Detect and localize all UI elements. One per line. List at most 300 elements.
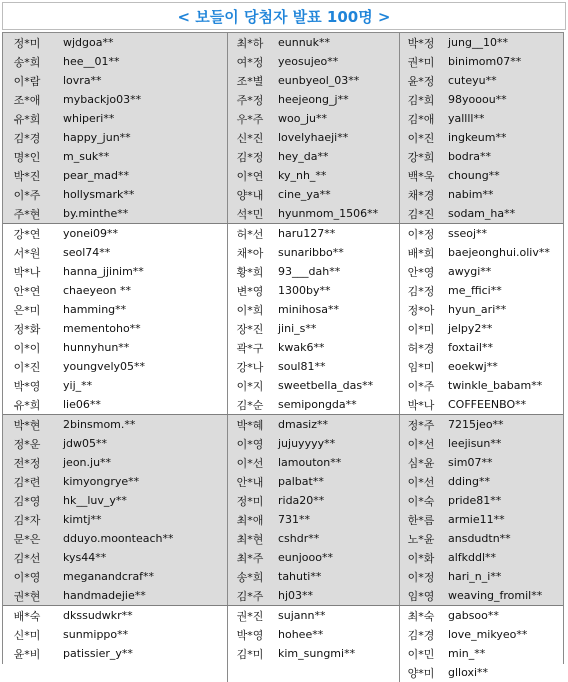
winner-id: love_mikyeo** <box>448 628 528 641</box>
winner-entry <box>400 109 563 128</box>
winner-name: 권*진 <box>236 609 264 623</box>
winner-entry <box>400 415 563 434</box>
winner-name: 허*선 <box>236 227 264 241</box>
winner-id: ansdudtn** <box>448 532 511 545</box>
winner-entry <box>400 281 563 300</box>
winner-id: hk__luv_y** <box>63 494 127 507</box>
winner-name: 유*희 <box>13 112 41 126</box>
winner-entry <box>228 395 400 414</box>
winner-id: kimtj** <box>63 513 102 526</box>
winner-entry <box>3 224 228 243</box>
table-row <box>3 644 563 663</box>
winner-name: 김*정 <box>407 284 435 298</box>
table-row <box>3 376 563 395</box>
winner-name: 박*정 <box>407 36 435 50</box>
winner-id: sunmippo** <box>63 628 129 641</box>
winner-name: 박*나 <box>13 265 41 279</box>
winner-name: 최*숙 <box>407 609 435 623</box>
winner-name: 박*영 <box>236 628 264 642</box>
winner-id: wjdgoa** <box>63 36 114 49</box>
winner-id: kimyongrye** <box>63 475 140 488</box>
winner-id: bodra** <box>448 150 491 163</box>
winner-name: 이*민 <box>407 647 435 661</box>
winner-id: sweetbella_das** <box>278 379 374 392</box>
winner-entry <box>228 529 400 548</box>
winner-name: 이*람 <box>13 74 41 88</box>
winner-name: 윤*비 <box>13 647 41 661</box>
winner-entry <box>3 415 228 434</box>
winner-id: gabsoo** <box>448 609 499 622</box>
winner-name: 배*숙 <box>13 609 41 623</box>
winner-id: semipongda** <box>278 398 357 411</box>
winner-name: 임*영 <box>407 589 435 603</box>
winner-entry <box>3 357 228 376</box>
table-row <box>3 71 563 90</box>
winner-id: hyunmom_1506** <box>278 207 379 220</box>
winner-entry <box>3 472 228 491</box>
winner-name: 주*현 <box>13 207 41 221</box>
winner-name: 황*희 <box>236 265 264 279</box>
winner-name: 전*정 <box>13 456 41 470</box>
winner-entry <box>3 185 228 204</box>
winner-entry <box>400 606 563 625</box>
winner-entry <box>228 548 400 567</box>
winner-id: rida20** <box>278 494 325 507</box>
winner-entry <box>3 90 228 109</box>
winner-id: dkssudwkr** <box>63 609 133 622</box>
winner-id: ky_nh_** <box>278 169 327 182</box>
winner-id: min_** <box>448 647 486 660</box>
winner-id: cuteyu** <box>448 74 497 87</box>
winner-entry <box>228 663 400 682</box>
winner-entry <box>400 224 563 243</box>
winner-entry <box>228 224 400 243</box>
table-row <box>3 357 563 376</box>
winner-entry <box>400 147 563 166</box>
winner-name: 송*희 <box>13 55 41 69</box>
winner-entry <box>228 567 400 586</box>
winner-id: pear_mad** <box>63 169 129 182</box>
winner-name: 여*정 <box>236 55 264 69</box>
winner-id: cshdr** <box>278 532 320 545</box>
winner-id: hj03** <box>278 589 314 602</box>
winner-entry <box>228 606 400 625</box>
winner-entry <box>3 204 228 223</box>
winner-name: 김*선 <box>13 551 41 565</box>
winner-entry <box>400 204 563 223</box>
winner-id: twinkle_babam** <box>448 379 543 392</box>
winner-entry <box>228 243 400 262</box>
winner-id: weaving_fromil** <box>448 589 543 602</box>
winner-id: eunnuk** <box>278 36 331 49</box>
winners-table <box>2 32 564 680</box>
table-row <box>3 204 563 223</box>
winner-id: haru127** <box>278 227 336 240</box>
winner-entry <box>400 338 563 357</box>
winner-entry <box>228 338 400 357</box>
winner-id: 7215jeo** <box>448 418 504 431</box>
winner-id: hyun_ari** <box>448 303 507 316</box>
winner-id: foxtail** <box>448 341 493 354</box>
winner-entry <box>228 625 400 644</box>
winner-entry <box>400 376 563 395</box>
winner-id: cine_ya** <box>278 188 331 201</box>
page-title: < 보들이 당첨자 발표 100명 > <box>2 2 566 30</box>
winner-name: 심*윤 <box>407 456 435 470</box>
winner-name: 이*희 <box>236 303 264 317</box>
table-row <box>3 510 563 529</box>
winner-id: hohee** <box>278 628 324 641</box>
winner-name: 박*영 <box>13 379 41 393</box>
winner-entry <box>3 300 228 319</box>
winner-name: 정*운 <box>13 437 41 451</box>
table-row <box>3 453 563 472</box>
table-row <box>3 491 563 510</box>
winner-id: COFFEENBO** <box>448 398 527 411</box>
winner-name: 양*미 <box>407 666 435 680</box>
winner-entry <box>228 357 400 376</box>
winner-entry <box>3 338 228 357</box>
winner-name: 채*경 <box>407 188 435 202</box>
winner-id: 98yooou** <box>448 93 507 106</box>
winner-id: yallll** <box>448 112 485 125</box>
winner-name: 은*미 <box>13 303 41 317</box>
winner-id: mementoho** <box>63 322 141 335</box>
table-row <box>3 90 563 109</box>
winner-name: 이*선 <box>407 437 435 451</box>
winner-id: choung** <box>448 169 500 182</box>
winner-name: 강*연 <box>13 227 41 241</box>
table-row <box>3 52 563 71</box>
winner-entry <box>3 128 228 147</box>
winner-entry <box>3 395 228 414</box>
winner-id: palbat** <box>278 475 324 488</box>
winner-name: 석*민 <box>236 207 264 221</box>
winner-entry <box>400 625 563 644</box>
winner-name: 이*화 <box>407 551 435 565</box>
winner-id: hunnyhun** <box>63 341 130 354</box>
winner-entry <box>400 166 563 185</box>
winner-entry <box>400 644 563 663</box>
winner-entry <box>400 395 563 414</box>
winner-name: 강*희 <box>407 150 435 164</box>
winner-id: lamouton** <box>278 456 342 469</box>
winner-entry <box>400 243 563 262</box>
winner-name: 최*주 <box>236 551 264 565</box>
table-row <box>3 606 563 625</box>
table-row <box>3 395 563 414</box>
winner-entry <box>400 434 563 453</box>
winner-name: 곽*구 <box>236 341 264 355</box>
winner-id: eunjooo** <box>278 551 333 564</box>
table-row <box>3 281 563 300</box>
winner-entry <box>228 510 400 529</box>
winner-id: jeon.ju** <box>63 456 112 469</box>
winner-entry <box>228 71 400 90</box>
winner-entry <box>228 204 400 223</box>
winner-name: 이*정 <box>407 570 435 584</box>
winner-name: 이*영 <box>13 570 41 584</box>
winner-entry <box>3 319 228 338</box>
winner-id: youngvely05** <box>63 360 146 373</box>
winner-id: handmadejie** <box>63 589 146 602</box>
winner-id: kim_sungmi** <box>278 647 356 660</box>
winner-id: hee__01** <box>63 55 120 68</box>
winner-name: 양*내 <box>236 188 264 202</box>
winner-entry <box>3 166 228 185</box>
winner-id: jini_s** <box>278 322 317 335</box>
winner-id: hey_da** <box>278 150 329 163</box>
winner-name: 신*진 <box>236 131 264 145</box>
winner-entry <box>3 606 228 625</box>
winner-name: 배*희 <box>407 246 435 260</box>
winner-name: 정*주 <box>407 418 435 432</box>
winner-entry <box>3 33 228 52</box>
winner-name: 최*현 <box>236 532 264 546</box>
winner-name: 박*혜 <box>236 418 264 432</box>
winner-id: sodam_ha** <box>448 207 516 220</box>
winner-id: minihosa** <box>278 303 339 316</box>
winner-name: 한*름 <box>407 513 435 527</box>
winner-entry <box>400 300 563 319</box>
winner-name: 최*애 <box>236 513 264 527</box>
winner-id: armie11** <box>448 513 505 526</box>
winner-id: kwak6** <box>278 341 325 354</box>
winner-id: dduyo.moonteach** <box>63 532 174 545</box>
winner-id: alfkddl** <box>448 551 497 564</box>
winner-id: leejisun** <box>448 437 502 450</box>
winner-name: 김*진 <box>407 207 435 221</box>
winner-id: m_suk** <box>63 150 110 163</box>
winner-entry <box>228 472 400 491</box>
winner-entry <box>400 453 563 472</box>
winner-id: eunbyeol_03** <box>278 74 360 87</box>
winner-id: dmasiz** <box>278 418 328 431</box>
table-row <box>3 185 563 204</box>
winner-entry <box>228 90 400 109</box>
winner-name: 권*미 <box>407 55 435 69</box>
winner-name: 이*선 <box>407 475 435 489</box>
winner-name: 김*영 <box>13 494 41 508</box>
winner-entry <box>3 586 228 605</box>
winner-entry <box>228 415 400 434</box>
winner-band <box>3 606 563 682</box>
winner-entry <box>228 128 400 147</box>
winner-name: 윤*정 <box>407 74 435 88</box>
winner-entry <box>400 262 563 281</box>
winner-entry <box>3 434 228 453</box>
table-row <box>3 262 563 281</box>
winner-name: 김*련 <box>13 475 41 489</box>
winner-entry <box>3 491 228 510</box>
winner-entry <box>3 281 228 300</box>
winner-entry <box>400 567 563 586</box>
winner-name: 안*내 <box>236 475 264 489</box>
winner-entry <box>400 90 563 109</box>
winner-name: 이*선 <box>236 456 264 470</box>
winner-name: 정*아 <box>407 303 435 317</box>
winner-entry <box>228 166 400 185</box>
winner-name: 정*화 <box>13 322 41 336</box>
winner-name: 이*영 <box>236 437 264 451</box>
table-row <box>3 625 563 644</box>
winner-entry <box>228 52 400 71</box>
winner-id: nabim** <box>448 188 494 201</box>
winner-name: 이*숙 <box>407 494 435 508</box>
winner-id: ingkeum** <box>448 131 507 144</box>
winner-name: 김*경 <box>407 628 435 642</box>
winner-entry <box>3 644 228 663</box>
winner-id: tahuti** <box>278 570 322 583</box>
winner-name: 허*경 <box>407 341 435 355</box>
winner-entry <box>400 357 563 376</box>
winner-name: 최*하 <box>236 36 264 50</box>
winner-entry <box>3 376 228 395</box>
table-row <box>3 567 563 586</box>
winner-id: whiperi** <box>63 112 115 125</box>
winner-name: 이*이 <box>13 341 41 355</box>
winner-id: hamming** <box>63 303 127 316</box>
winner-name: 이*진 <box>407 131 435 145</box>
winner-name: 임*미 <box>407 360 435 374</box>
winner-id: yij_** <box>63 379 93 392</box>
winner-name: 유*희 <box>13 398 41 412</box>
winner-id: lovra** <box>63 74 102 87</box>
winner-entry <box>228 453 400 472</box>
winner-name: 이*정 <box>407 227 435 241</box>
winner-band <box>3 33 563 224</box>
winner-name: 조*애 <box>13 93 41 107</box>
winner-id: seol74** <box>63 246 111 259</box>
winner-name: 명*인 <box>13 150 41 164</box>
winner-id: pride81** <box>448 494 502 507</box>
winner-name: 이*지 <box>236 379 264 393</box>
winner-id: chaeyeon ** <box>63 284 132 297</box>
winner-id: jujuyyyy** <box>278 437 336 450</box>
winner-entry <box>400 548 563 567</box>
winner-name: 박*진 <box>13 169 41 183</box>
winner-name: 문*은 <box>13 532 41 546</box>
winner-name: 안*연 <box>13 284 41 298</box>
table-row <box>3 663 563 682</box>
winner-entry <box>228 644 400 663</box>
winner-name: 김*희 <box>407 93 435 107</box>
winner-name: 김*정 <box>236 150 264 164</box>
winner-entry <box>3 71 228 90</box>
winner-id: soul81** <box>278 360 326 373</box>
table-row <box>3 166 563 185</box>
winner-id: hanna_jjinim** <box>63 265 144 278</box>
winner-name: 강*나 <box>236 360 264 374</box>
winner-id: 1300by** <box>278 284 331 297</box>
table-row <box>3 147 563 166</box>
winner-id: patissier_y** <box>63 647 133 660</box>
winner-band <box>3 224 563 415</box>
winner-name: 이*진 <box>13 360 41 374</box>
winner-entry <box>400 491 563 510</box>
winner-name: 김*미 <box>236 647 264 661</box>
winner-id: jelpy2** <box>448 322 493 335</box>
winner-name: 안*영 <box>407 265 435 279</box>
winner-name: 이*주 <box>13 188 41 202</box>
winner-id: 93___dah** <box>278 265 341 278</box>
winner-name: 김*애 <box>407 112 435 126</box>
winner-name: 송*희 <box>236 570 264 584</box>
winner-entry <box>3 548 228 567</box>
table-row <box>3 338 563 357</box>
winner-id: hari_n_i** <box>448 570 502 583</box>
winner-entry <box>228 319 400 338</box>
winner-entry <box>228 109 400 128</box>
winner-name: 주*정 <box>236 93 264 107</box>
winner-entry <box>400 663 563 682</box>
table-row <box>3 33 563 52</box>
winner-id: meganandcraf** <box>63 570 155 583</box>
table-row <box>3 529 563 548</box>
table-row <box>3 434 563 453</box>
winner-id: kys44** <box>63 551 107 564</box>
winner-id: mybackjo03** <box>63 93 142 106</box>
winner-id: dding** <box>448 475 490 488</box>
winner-id: woo_ju** <box>278 112 327 125</box>
winner-name: 노*윤 <box>407 532 435 546</box>
table-row <box>3 224 563 243</box>
winner-id: by.minthe** <box>63 207 129 220</box>
winner-name: 김*순 <box>236 398 264 412</box>
table-row <box>3 300 563 319</box>
winner-name: 변*영 <box>236 284 264 298</box>
table-row <box>3 128 563 147</box>
winner-name: 이*주 <box>407 379 435 393</box>
winner-entry <box>228 300 400 319</box>
winner-id: hollysmark** <box>63 188 135 201</box>
winner-id: sseoj** <box>448 227 488 240</box>
winner-id: awygi** <box>448 265 492 278</box>
winner-id: yonei09** <box>63 227 119 240</box>
winner-entry <box>400 52 563 71</box>
winner-entry <box>400 33 563 52</box>
winner-id: 2binsmom.** <box>63 418 136 431</box>
winner-entry <box>400 185 563 204</box>
winner-entry <box>228 262 400 281</box>
winner-id: yeosujeo** <box>278 55 339 68</box>
winner-entry <box>228 586 400 605</box>
winner-name: 이*미 <box>407 322 435 336</box>
winner-id: lovelyhaeji** <box>278 131 349 144</box>
winner-entry <box>400 472 563 491</box>
table-row <box>3 586 563 605</box>
winner-id: lie06** <box>63 398 101 411</box>
winner-name: 우*주 <box>236 112 264 126</box>
winner-entry <box>400 71 563 90</box>
winner-entry <box>3 453 228 472</box>
winner-entry <box>228 147 400 166</box>
winner-entry <box>3 243 228 262</box>
winner-id: baejeonghui.oliv** <box>448 246 550 259</box>
winner-entry <box>228 33 400 52</box>
winner-name: 권*현 <box>13 589 41 603</box>
winner-entry <box>3 52 228 71</box>
winner-name: 김*경 <box>13 131 41 145</box>
winner-entry <box>400 128 563 147</box>
winner-entry <box>228 434 400 453</box>
table-row <box>3 415 563 434</box>
winner-name: 김*주 <box>236 589 264 603</box>
winner-entry <box>228 376 400 395</box>
winner-id: me_ffici** <box>448 284 502 297</box>
table-row <box>3 548 563 567</box>
winner-name: 서*원 <box>13 246 41 260</box>
